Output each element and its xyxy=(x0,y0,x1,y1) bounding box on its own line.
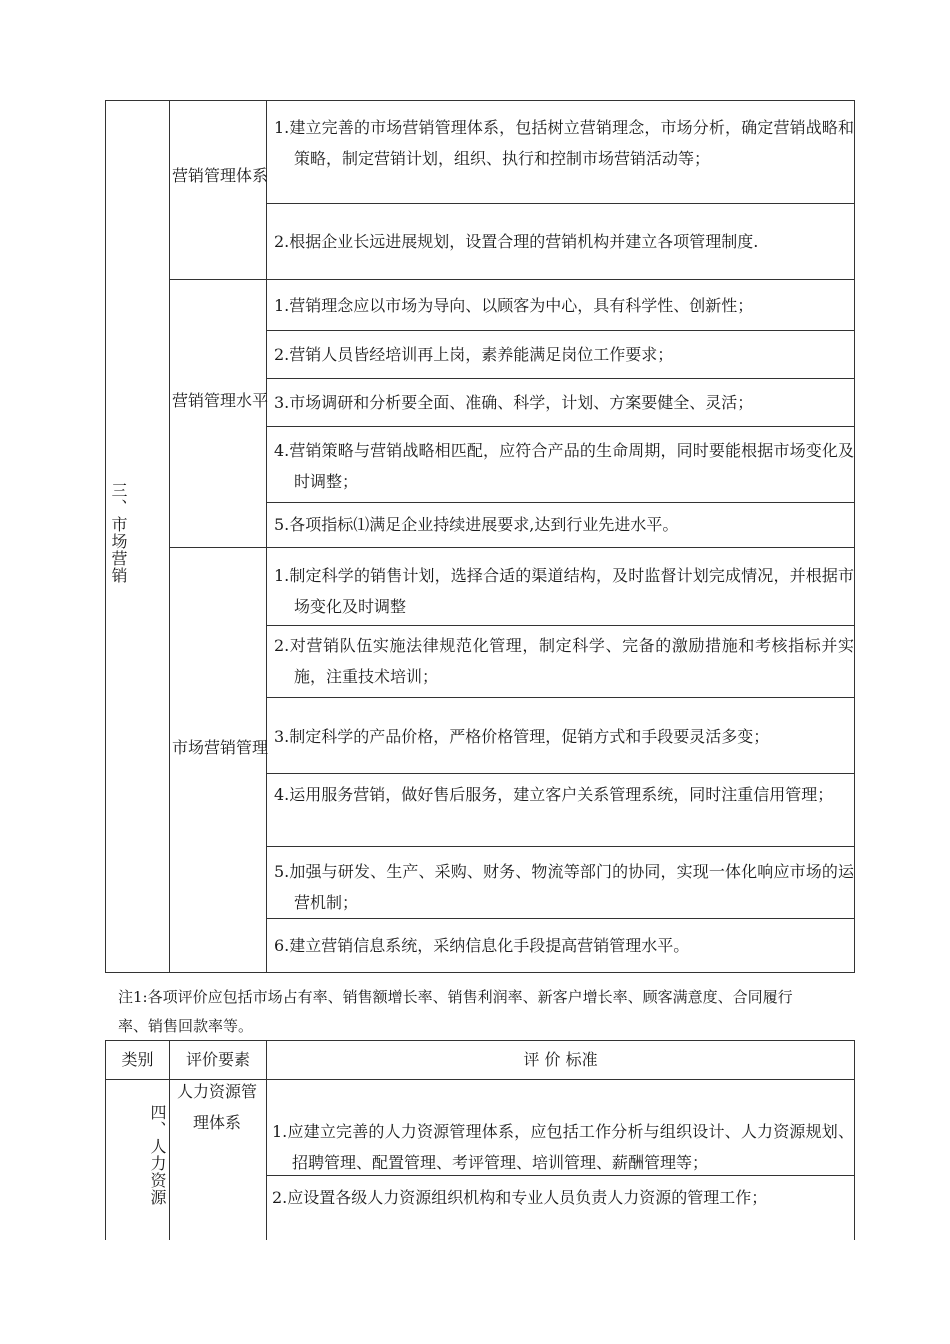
element-hr-system: 人力资源管理体系 xyxy=(176,1082,257,1132)
row-divider xyxy=(266,378,855,379)
element-marketing-system: 营销管理体系 xyxy=(172,166,269,185)
row-divider xyxy=(266,846,855,847)
criterion-text: 1.制定科学的销售计划，选择合适的渠道结构，及时监督计划完成情况，并根据市场变化及时调整 xyxy=(274,566,854,616)
table-border-right xyxy=(854,100,855,973)
row-divider xyxy=(266,918,855,919)
table-border-top xyxy=(105,100,855,101)
element-marketing-level: 营销管理水平 xyxy=(172,391,269,410)
criterion-text: 1.建立完善的市场营销管理体系，包括树立营销理念，市场分析，确定营销战略和策略，制定营销计划，组织、执行和控制市场营销活动等； xyxy=(274,118,854,168)
criterion-text: 3.制定科学的产品价格，严格价格管理，促销方式和手段要灵活多变； xyxy=(274,727,770,746)
note-line-1: 注1:各项评价应包括市场占有率、销售额增长率、销售利润率、新客户增长率、顾客满意度、合同履行 xyxy=(118,988,793,1006)
table-border-bottom xyxy=(105,972,855,973)
category-market: 三、市场营销 xyxy=(109,482,128,584)
row-divider xyxy=(266,697,855,698)
category-hr: 四、人力资源 xyxy=(148,1104,167,1206)
criterion-text: 3.市场调研和分析要全面、准确、科学，计划、方案要健全、灵活； xyxy=(274,393,754,412)
group-divider xyxy=(169,547,855,548)
criterion-text: 1.应建立完善的人力资源管理体系，应包括工作分析与组织设计、人力资源规划、招聘管理、配置管理、考评管理、培训管理、薪酬管理等； xyxy=(272,1122,854,1172)
criterion-text: 4.运用服务营销，做好售后服务，建立客户关系管理系统，同时注重信用管理； xyxy=(274,785,834,804)
criterion-text: 6.建立营销信息系统，采纳信息化手段提高营销管理水平。 xyxy=(274,936,690,955)
header-category: 类别 xyxy=(121,1050,154,1069)
group-divider xyxy=(169,279,855,280)
criterion-text: 5.各项指标⑴满足企业持续进展要求,达到行业先进水平。 xyxy=(274,515,679,534)
element-market-management: 市场营销管理 xyxy=(172,738,269,757)
column-divider xyxy=(266,100,267,973)
column-divider xyxy=(169,100,170,973)
criterion-text: 2.营销人员皆经培训再上岗，素养能满足岗位工作要求； xyxy=(274,345,674,364)
header-criteria: 评 价 标准 xyxy=(523,1050,598,1069)
row-divider xyxy=(266,426,855,427)
criterion-text: 5.加强与研发、生产、采购、财务、物流等部门的协同，实现一体化响应市场的运营机制； xyxy=(274,862,854,912)
header-element: 评价要素 xyxy=(185,1050,250,1069)
criterion-text: 2.对营销队伍实施法律规范化管理，制定科学、完备的激励措施和考核指标并实施，注重技术培训； xyxy=(274,636,854,686)
criterion-text: 4.营销策略与营销战略相匹配，应符合产品的生命周期，同时要能根据市场变化及时调整； xyxy=(274,441,854,491)
row-divider xyxy=(266,203,855,204)
table-border-top xyxy=(105,1040,855,1041)
criterion-text: 1.营销理念应以市场为导向、以顾客为中心，具有科学性、创新性； xyxy=(274,296,754,315)
table-border-left xyxy=(105,100,106,973)
row-divider xyxy=(266,773,855,774)
criterion-text: 2.应设置各级人力资源组织机构和专业人员负责人力资源的管理工作； xyxy=(272,1188,768,1207)
row-divider xyxy=(266,625,855,626)
note-line-2: 率、销售回款率等。 xyxy=(118,1017,254,1035)
row-divider xyxy=(266,502,855,503)
table-border-right xyxy=(854,1040,855,1240)
criterion-text: 2.根据企业长远进展规划，设置合理的营销机构并建立各项管理制度. xyxy=(274,232,759,251)
row-divider xyxy=(266,330,855,331)
